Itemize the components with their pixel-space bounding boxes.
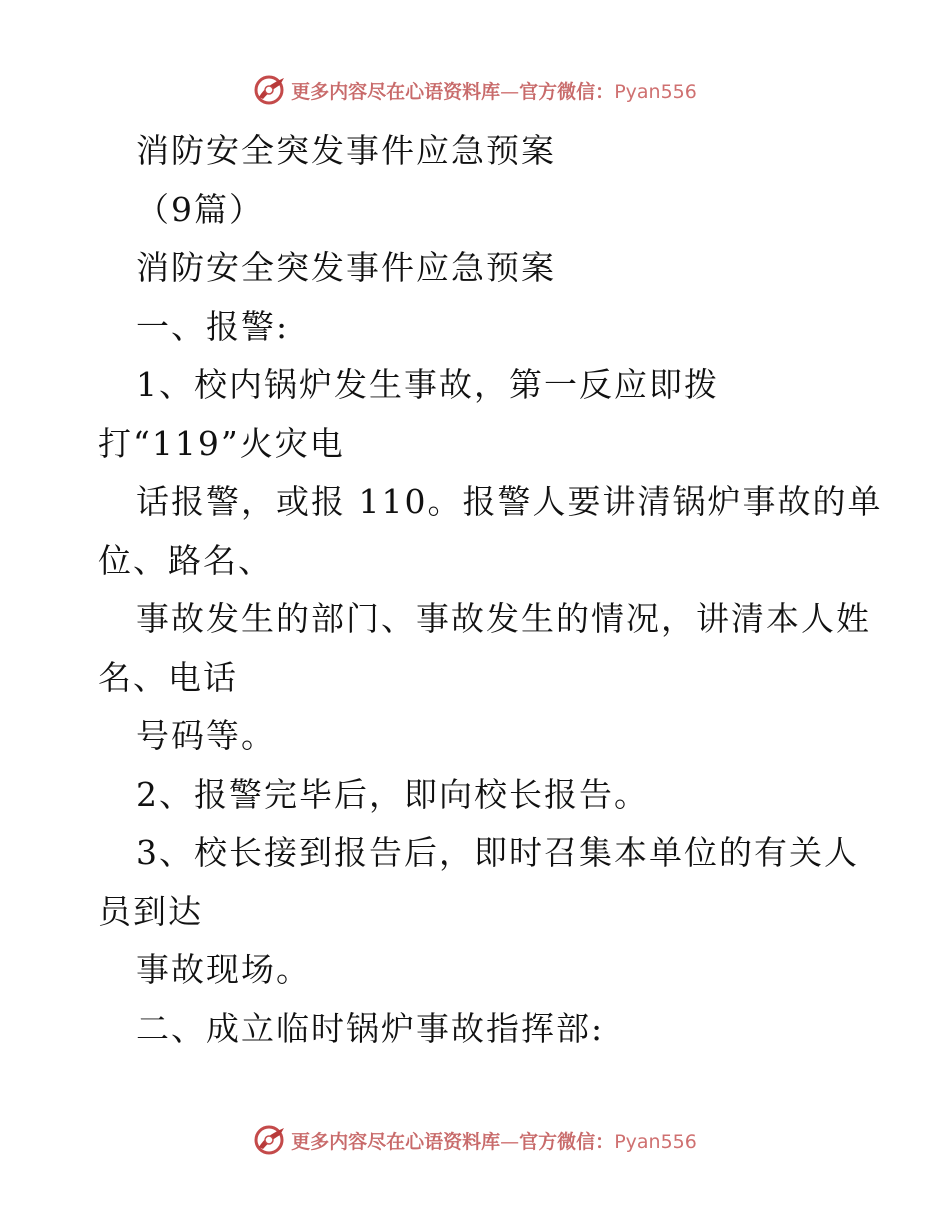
pen-logo-icon bbox=[253, 73, 287, 107]
footer-watermark-banner bbox=[0, 1120, 950, 1160]
banner-dash: — bbox=[500, 80, 520, 103]
text-line: 3、校长接到报告后，即时召集本单位的有关人 bbox=[136, 833, 859, 872]
banner-site-name: 更多内容尽在心语资料库 bbox=[291, 80, 501, 103]
text-line: 消防安全突发事件应急预案 bbox=[136, 248, 556, 287]
banner-text bbox=[291, 77, 697, 104]
text-line: 员到达 bbox=[98, 891, 203, 931]
banner-site-name: 更多内容尽在心语资料库 bbox=[291, 1130, 501, 1153]
text-line: 2、报警完毕后，即向校长报告。 bbox=[136, 774, 649, 814]
banner-account: Pyan556 bbox=[614, 80, 697, 103]
header-watermark-banner bbox=[0, 70, 950, 110]
banner-official-label: 官方微信： bbox=[519, 80, 615, 103]
text-line: 消防安全突发事件应急预案 bbox=[136, 131, 556, 170]
banner-account: Pyan556 bbox=[614, 1130, 697, 1153]
text-line: 二、成立临时锅炉事故指挥部: bbox=[136, 1008, 605, 1048]
text-line: 一、报警: bbox=[136, 306, 290, 346]
text-line: 号码等。 bbox=[136, 716, 276, 755]
text-line: 事故现场。 bbox=[136, 950, 311, 989]
document-body bbox=[98, 122, 883, 1058]
banner-text bbox=[291, 1127, 697, 1154]
text-line: 位、路名、 bbox=[98, 540, 273, 580]
text-line: （9篇） bbox=[136, 189, 264, 229]
text-line: 名、电话 bbox=[98, 657, 238, 697]
text-line: 事故发生的部门、事故发生的情况，讲清本人姓 bbox=[136, 599, 871, 638]
banner-dash: — bbox=[500, 1130, 520, 1153]
text-line: 打“119”火灾电 bbox=[98, 423, 345, 463]
text-line: 1、校内锅炉发生事故，第一反应即拨 bbox=[136, 365, 719, 404]
pen-logo-icon bbox=[253, 1123, 287, 1157]
text-line: 话报警，或报 110。报警人要讲清锅炉事故的单 bbox=[136, 482, 883, 521]
banner-official-label: 官方微信： bbox=[519, 1130, 615, 1153]
